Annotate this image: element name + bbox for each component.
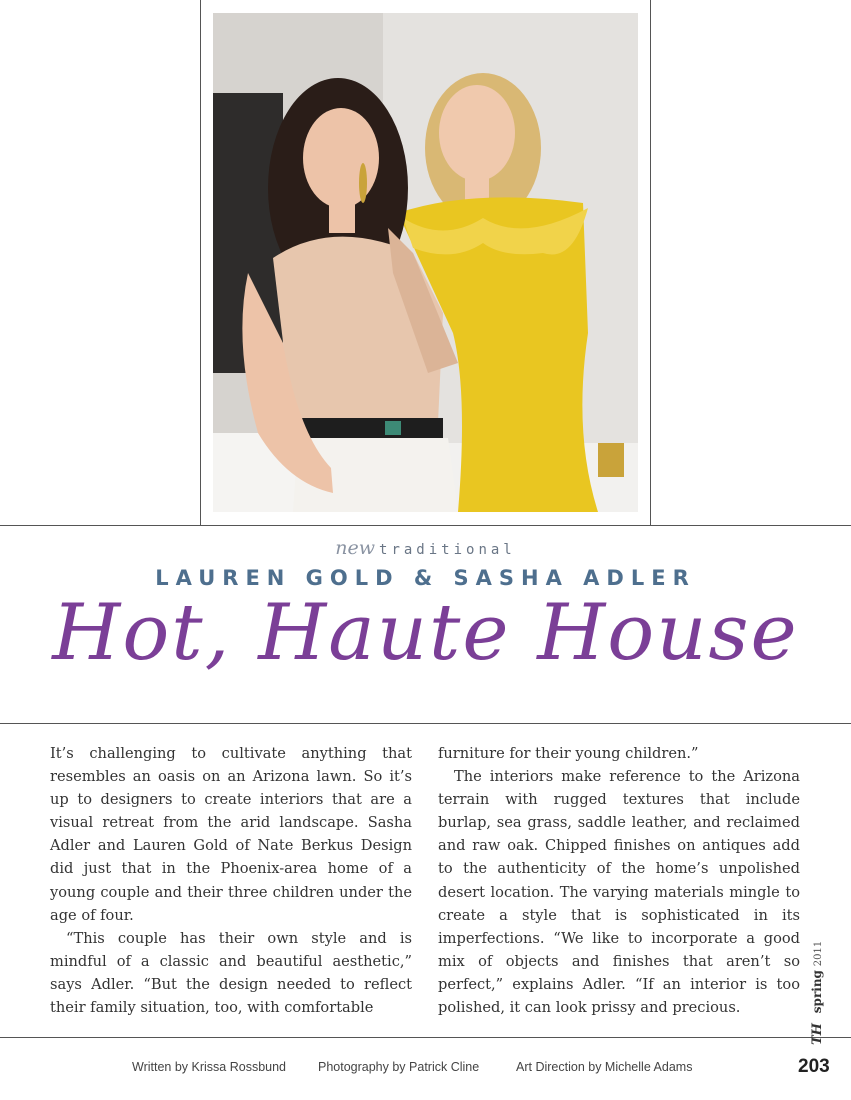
article-title: Hot, Haute House xyxy=(52,588,799,678)
page-number: 203 xyxy=(798,1056,830,1077)
credit-art-direction: Art Direction by Michelle Adams xyxy=(516,1060,693,1074)
article-column-1 xyxy=(50,742,412,1019)
frame-line-left xyxy=(200,0,201,525)
article-column-2 xyxy=(438,742,800,1019)
kicker-new: new xyxy=(335,537,376,559)
kicker-traditional: traditional xyxy=(379,542,516,558)
issue-year: 2011 xyxy=(813,940,824,967)
kicker xyxy=(0,537,851,559)
paragraph: It’s challenging to cultivate anything that resembles an oasis on an Arizona lawn. So it’s up to designers to create interiors that are a visual retreat from the arid landscape. Sasha Adler and Lauren Gold of Nate Berkus Design did just that in the Phoenix-area home of a young couple and their three children under the age of four. xyxy=(50,745,412,924)
portrait-photo xyxy=(213,13,638,512)
paragraph: The interiors make reference to the Arizona terrain with rugged textures that include burlap, sea grass, saddle leather, and reclaimed and raw oak. Chipped finishes on antiques add to the authenticity of the home’s unpolished desert location. The varying materials mingle to create a style that is sophisticated in its imperfections. “We like to incorporate a good mix of objects and finishes that aren’t so perfect,” explains Adler. “If an interior is too polished, it can look prissy and precious. xyxy=(438,768,800,1017)
credit-photography: Photography by Patrick Cline xyxy=(318,1060,480,1074)
divider-middle xyxy=(0,723,851,724)
credit-writer: Written by Krissa Rossbund xyxy=(132,1060,286,1074)
paragraph: furniture for their young children.” xyxy=(438,745,699,762)
frame-line-right xyxy=(650,0,651,525)
divider-bottom xyxy=(0,1037,851,1038)
issue-season: spring xyxy=(810,970,824,1014)
portrait-illustration xyxy=(213,13,638,512)
designer-names: LAUREN GOLD & SASHA ADLER xyxy=(155,566,696,590)
magazine-logo: TH xyxy=(810,1023,825,1045)
issue-sidebar xyxy=(810,941,825,1045)
divider-top xyxy=(0,525,851,526)
paragraph: “This couple has their own style and is mindful of a classic and beautiful aesthetic,” says Adler. “But the design needed to reflect their family situation, too, with comfortable xyxy=(50,929,412,1017)
